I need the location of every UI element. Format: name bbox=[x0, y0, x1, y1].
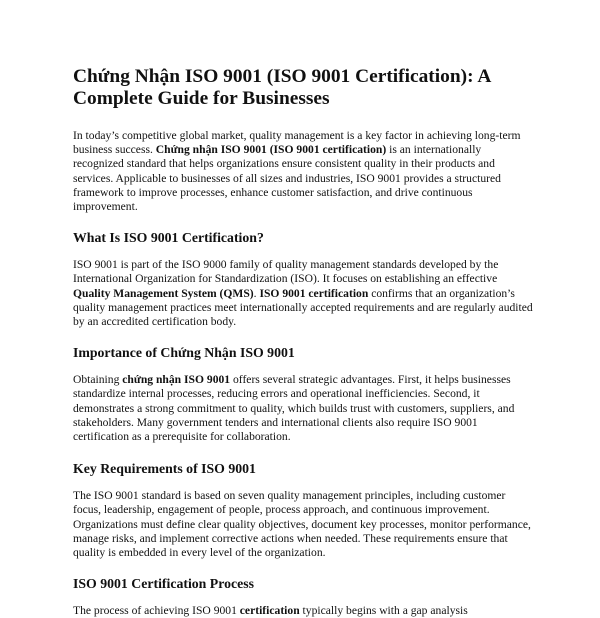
process-text-2: typically begins with a gap analysis bbox=[299, 604, 468, 618]
what-text-2: . bbox=[253, 286, 260, 300]
importance-paragraph bbox=[73, 373, 533, 444]
what-bold-2: ISO 9001 certification bbox=[259, 286, 369, 300]
requirements-paragraph: The ISO 9001 standard is based on seven quality management principles, including customer focus, leadership, engagement of people, process approach, and continuous improvement. Organizations must define clear quality objectives, document key processes, monitor performance, manage risks, and implement corrective actions when needed. These requirements ensure that quality is embedded in every level of the organization. bbox=[73, 489, 531, 560]
document-content bbox=[73, 66, 533, 618]
what-text-1: ISO 9001 is part of the ISO 9000 family of quality management standards developed by the International Organization for Standardization (ISO). It focuses on establishing an effective bbox=[73, 258, 499, 286]
section-heading-what: What Is ISO 9001 Certification? bbox=[73, 230, 264, 246]
importance-text-2: offers several strategic advantages. First, it helps businesses standardize internal processes, reducing errors and operational inefficiencies. Second, it demonstrates a strong commitment to quality, which builds trust with customers, suppliers, and stakeholders. Many government tenders and international clients also require ISO 9001 certification as a prerequisite for collaboration. bbox=[73, 373, 515, 444]
section-heading-process: ISO 9001 Certification Process bbox=[73, 576, 254, 592]
intro-paragraph bbox=[73, 129, 533, 214]
importance-bold-1: chứng nhận ISO 9001 bbox=[122, 373, 231, 387]
document-title: Chứng Nhận ISO 9001 (ISO 9001 Certification): A Complete Guide for Businesses bbox=[73, 66, 491, 109]
intro-text-1: In today’s competitive global market, quality management is a key factor in achieving long-term business success. bbox=[73, 129, 521, 157]
section-heading-requirements: Key Requirements of ISO 9001 bbox=[73, 461, 256, 477]
importance-text-1: Obtaining bbox=[73, 373, 123, 387]
what-paragraph bbox=[73, 258, 533, 329]
process-bold-1: certification bbox=[239, 604, 300, 618]
section-heading-importance: Importance of Chứng Nhận ISO 9001 bbox=[73, 345, 295, 361]
intro-text-2: is an internationally recognized standard that helps organizations ensure consistent quality in their products and services. Applicable to businesses of all sizes and industries, ISO 9001 provides a structured framework to improve processes, enhance customer satisfaction, and drive continuous improvement. bbox=[73, 143, 501, 214]
process-text-1: The process of achieving ISO 9001 bbox=[73, 604, 240, 618]
what-text-3: confirms that an organization’s quality management practices meet internationally accepted requirements and are regularly audited by an accredited certification body. bbox=[73, 286, 533, 329]
intro-bold-1: Chứng nhận ISO 9001 (ISO 9001 certification) bbox=[155, 143, 387, 157]
what-bold-1: Quality Management System (QMS) bbox=[73, 286, 254, 300]
process-paragraph bbox=[73, 604, 533, 618]
